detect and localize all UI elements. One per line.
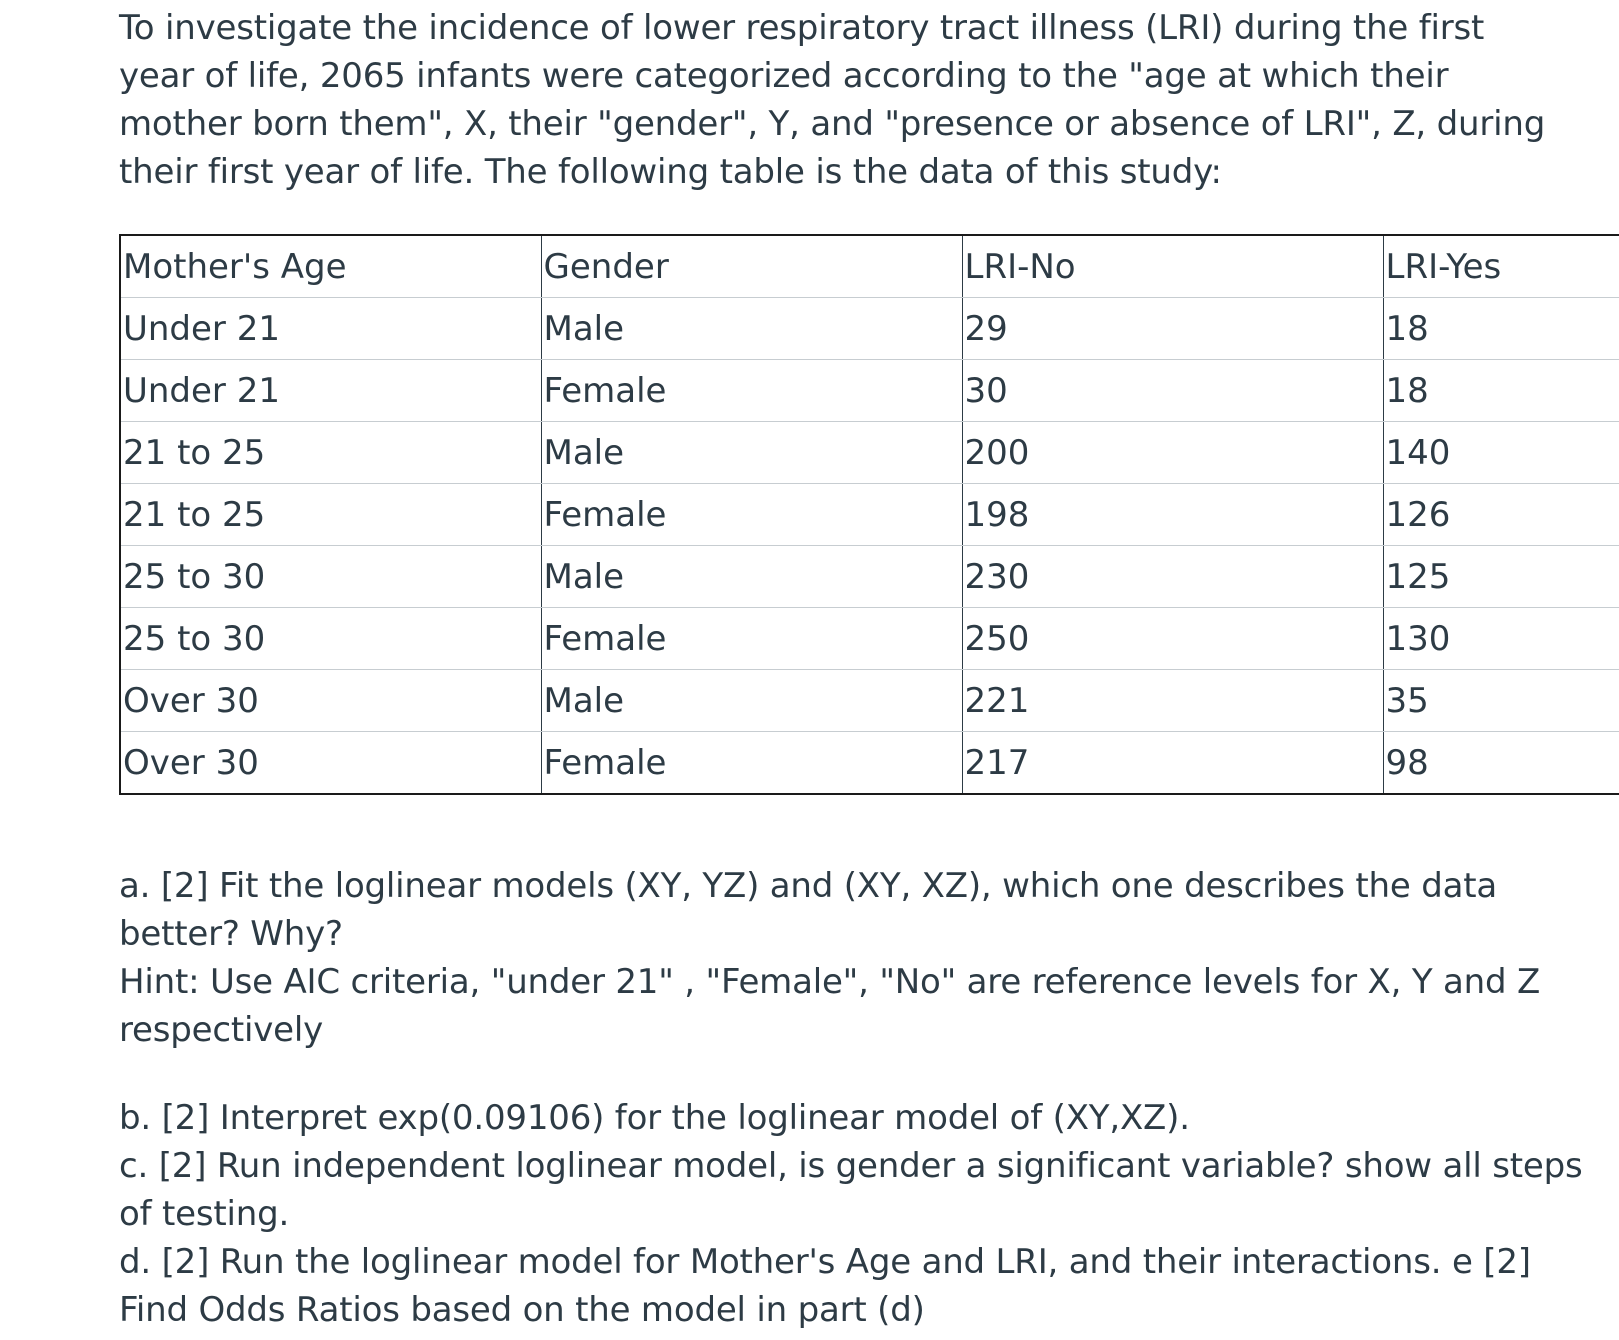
cell-lri-no: 230: [962, 546, 1383, 608]
question-d: d. [2] Run the loglinear model for Mother's Age and LRI, and their interactions. e [2] Find Odds Ratios based on the model in part (d): [119, 1242, 1531, 1330]
table-row: [120, 608, 1619, 670]
cell-gender: Male: [541, 422, 962, 484]
cell-mothers-age: 25 to 30: [120, 546, 541, 608]
header-lri-yes: LRI-Yes: [1383, 235, 1619, 298]
cell-mothers-age: Over 30: [120, 670, 541, 732]
table-row: [120, 484, 1619, 546]
cell-mothers-age: Under 21: [120, 298, 541, 360]
cell-lri-no: 198: [962, 484, 1383, 546]
cell-lri-no: 30: [962, 360, 1383, 422]
cell-lri-no: 200: [962, 422, 1383, 484]
table-row: [120, 360, 1619, 422]
cell-lri-no: 217: [962, 732, 1383, 795]
table-row: [120, 670, 1619, 732]
cell-lri-yes: 125: [1383, 546, 1619, 608]
intro-paragraph: To investigate the incidence of lower respiratory tract illness (LRI) during the first year of life, 2065 infants were categorized according to the "age at which their mother born them", X, their "gender", Y, and "presence or absence of LRI", Z, during their first year of life. The following table is the data of this study:: [119, 8, 1546, 192]
cell-lri-yes: 126: [1383, 484, 1619, 546]
table-row: [120, 546, 1619, 608]
data-table-container: [119, 234, 1619, 795]
table-row: [120, 298, 1619, 360]
cell-gender: Male: [541, 546, 962, 608]
question-b: b. [2] Interpret exp(0.09106) for the loglinear model of (XY,XZ).: [119, 1098, 1190, 1138]
cell-gender: Male: [541, 670, 962, 732]
cell-lri-no: 221: [962, 670, 1383, 732]
table-header-row: [120, 235, 1619, 298]
table-row: [120, 422, 1619, 484]
cell-gender: Female: [541, 732, 962, 795]
cell-lri-yes: 98: [1383, 732, 1619, 795]
cell-lri-no: 29: [962, 298, 1383, 360]
spacer: [119, 1054, 1599, 1094]
header-gender: Gender: [541, 235, 962, 298]
cell-gender: Female: [541, 484, 962, 546]
cell-mothers-age: 21 to 25: [120, 422, 541, 484]
question-a: a. [2] Fit the loglinear models (XY, YZ) and (XY, XZ), which one describes the data better? Why?: [119, 866, 1498, 954]
cell-lri-yes: 18: [1383, 298, 1619, 360]
cell-lri-yes: 35: [1383, 670, 1619, 732]
cell-mothers-age: Over 30: [123, 742, 259, 783]
header-lri-no: LRI-No: [962, 235, 1383, 298]
cell-mothers-age: 25 to 30: [120, 608, 541, 670]
question-hint: Hint: Use AIC criteria, "under 21" , "Female", "No" are reference levels for X, Y and Z respectively: [119, 962, 1541, 1050]
questions-section: [119, 862, 1599, 1334]
cell-mothers-age: 21 to 25: [120, 484, 541, 546]
cell-lri-yes: 130: [1383, 608, 1619, 670]
header-mothers-age: Mother's Age: [120, 235, 541, 298]
cell-mothers-age: Under 21: [120, 360, 541, 422]
cell-lri-no: 250: [962, 608, 1383, 670]
data-table: [119, 234, 1619, 795]
table-row: [120, 732, 1619, 795]
cell-lri-yes: 140: [1383, 422, 1619, 484]
cell-gender: Female: [541, 608, 962, 670]
cell-gender: Male: [541, 298, 962, 360]
cell-gender: Female: [541, 360, 962, 422]
question-c: c. [2] Run independent loglinear model, is gender a significant variable? show all steps of testing.: [119, 1146, 1583, 1234]
cell-lri-yes: 18: [1383, 360, 1619, 422]
